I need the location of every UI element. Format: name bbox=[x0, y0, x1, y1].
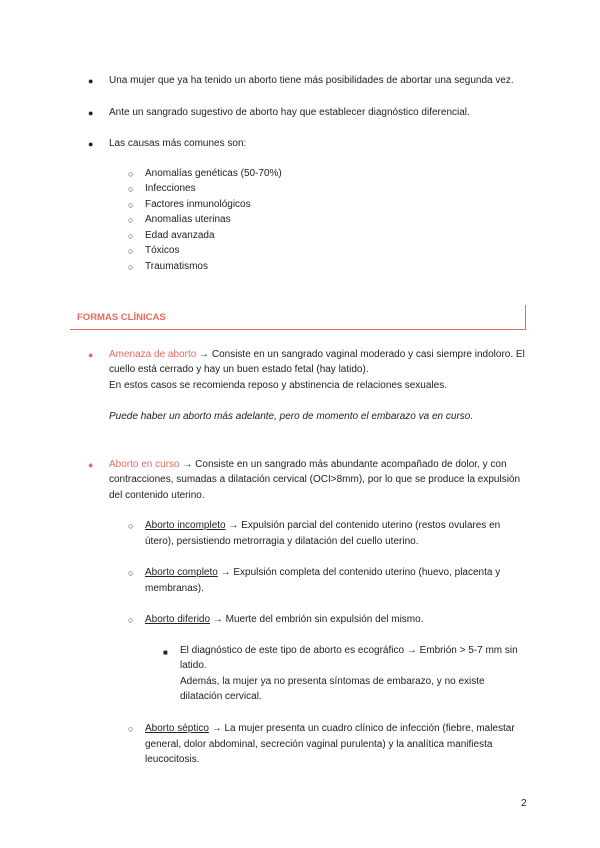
bullet-circle-icon: ○ bbox=[128, 724, 134, 734]
completo-text: Expulsión completa del contenido uterino (huevo, placenta y bbox=[233, 567, 501, 578]
en-curso-text: Consiste en un sangrado más abundante acompañado de dolor, y con bbox=[195, 459, 507, 470]
diferido-sub-line1: El diagnóstico de este tipo de aborto es ecográfico → Embrión > 5-7 mm sin bbox=[180, 645, 518, 656]
arrow-icon: → bbox=[208, 723, 225, 734]
intro-bullet-text: Ante un sangrado sugestivo de aborto hay que establecer diagnóstico diferencial. bbox=[109, 107, 470, 118]
intro-bullet-text: Las causas más comunes son: bbox=[109, 138, 247, 149]
amenaza-line3: En estos casos se recomienda reposo y abstinencia de relaciones sexuales. bbox=[109, 380, 447, 391]
bullet-circle-icon: ○ bbox=[128, 615, 134, 625]
arrow-icon: → bbox=[217, 567, 234, 578]
bullet-circle-icon: ○ bbox=[128, 262, 134, 272]
arrow-icon: → bbox=[225, 520, 242, 531]
diferido-sub-line2: latido. bbox=[180, 660, 207, 671]
en-curso-term: Aborto en curso bbox=[109, 459, 180, 470]
incompleto-text: Expulsión parcial del contenido uterino (restos ovulares en bbox=[241, 520, 501, 531]
cause-item: Infecciones bbox=[145, 183, 196, 194]
bullet-disc-icon: ● bbox=[88, 460, 94, 470]
diferido-sub-line4: dilatación cervical. bbox=[180, 691, 262, 702]
intro-bullet-text: Una mujer que ya ha tenido un aborto tiene más posibilidades de abortar una segunda vez. bbox=[109, 75, 514, 86]
septico-text: La mujer presenta un cuadro clínico de infección (fiebre, malestar bbox=[224, 723, 515, 734]
cause-item: Anomalías genéticas (50-70%) bbox=[145, 168, 282, 179]
bullet-disc-icon: ● bbox=[88, 76, 94, 86]
cause-item: Edad avanzada bbox=[145, 230, 215, 241]
bullet-disc-icon: ● bbox=[88, 108, 94, 118]
section-title: FORMAS CLÍNICAS bbox=[77, 312, 166, 323]
bullet-circle-icon: ○ bbox=[128, 184, 134, 194]
bullet-disc-icon: ● bbox=[88, 350, 94, 360]
septico-line2: general, dolor abdominal, secreción vaginal purulenta) y la analítica manifiesta bbox=[145, 739, 493, 750]
diferido-line1 bbox=[145, 612, 423, 627]
en-curso-line1 bbox=[109, 457, 507, 472]
incompleto-line1 bbox=[145, 518, 500, 533]
cause-item: Factores inmunológicos bbox=[145, 199, 251, 210]
bullet-circle-icon: ○ bbox=[128, 521, 134, 531]
amenaza-note: Puede haber un aborto más adelante, pero de momento el embarazo va en curso. bbox=[109, 411, 474, 422]
septico-line3: leucocitosis. bbox=[145, 754, 200, 765]
completo-line1 bbox=[145, 565, 500, 580]
bullet-circle-icon: ○ bbox=[128, 200, 134, 210]
diferido-text: Muerte del embrión sin expulsión del mismo. bbox=[225, 614, 424, 625]
amenaza-line1 bbox=[109, 347, 525, 362]
bullet-square-icon: ■ bbox=[163, 648, 168, 657]
diferido-term: Aborto diferido bbox=[145, 614, 211, 625]
completo-term: Aborto completo bbox=[145, 567, 218, 578]
bullet-circle-icon: ○ bbox=[128, 169, 134, 179]
arrow-icon: → bbox=[210, 614, 226, 625]
incompleto-line2: útero), persistiendo metrorragia y dilatación del cuello uterino. bbox=[145, 536, 419, 547]
completo-line2: membranas). bbox=[145, 583, 204, 594]
bullet-circle-icon: ○ bbox=[128, 215, 134, 225]
amenaza-line2: cuello está cerrado y hay un buen estado fetal (hay latido). bbox=[109, 364, 369, 375]
amenaza-term: Amenaza de aborto bbox=[109, 349, 197, 360]
incompleto-term: Aborto incompleto bbox=[145, 520, 226, 531]
cause-item: Traumatismos bbox=[145, 261, 208, 272]
cause-item: Tóxicos bbox=[145, 245, 180, 256]
amenaza-text: Consiste en un sangrado vaginal moderado y casi siempre indoloro. El bbox=[211, 349, 525, 360]
bullet-disc-icon: ● bbox=[88, 139, 94, 149]
bullet-circle-icon: ○ bbox=[128, 231, 134, 241]
page-number: 2 bbox=[521, 798, 527, 809]
septico-term: Aborto séptico bbox=[145, 723, 209, 734]
arrow-icon: → bbox=[196, 349, 212, 360]
diferido-sub-line3: Además, la mujer ya no presenta síntomas de embarazo, y no existe bbox=[180, 676, 485, 687]
cause-item: Anomalías uterinas bbox=[145, 214, 231, 225]
bullet-circle-icon: ○ bbox=[128, 568, 134, 578]
arrow-icon: → bbox=[179, 459, 196, 470]
bullet-circle-icon: ○ bbox=[128, 246, 134, 256]
septico-line1 bbox=[145, 721, 515, 736]
en-curso-line3: del contenido uterino. bbox=[109, 490, 205, 501]
en-curso-line2: contracciones, sumadas a dilatación cervical (OCI>8mm), por lo que se produce la expulsión bbox=[109, 474, 521, 485]
